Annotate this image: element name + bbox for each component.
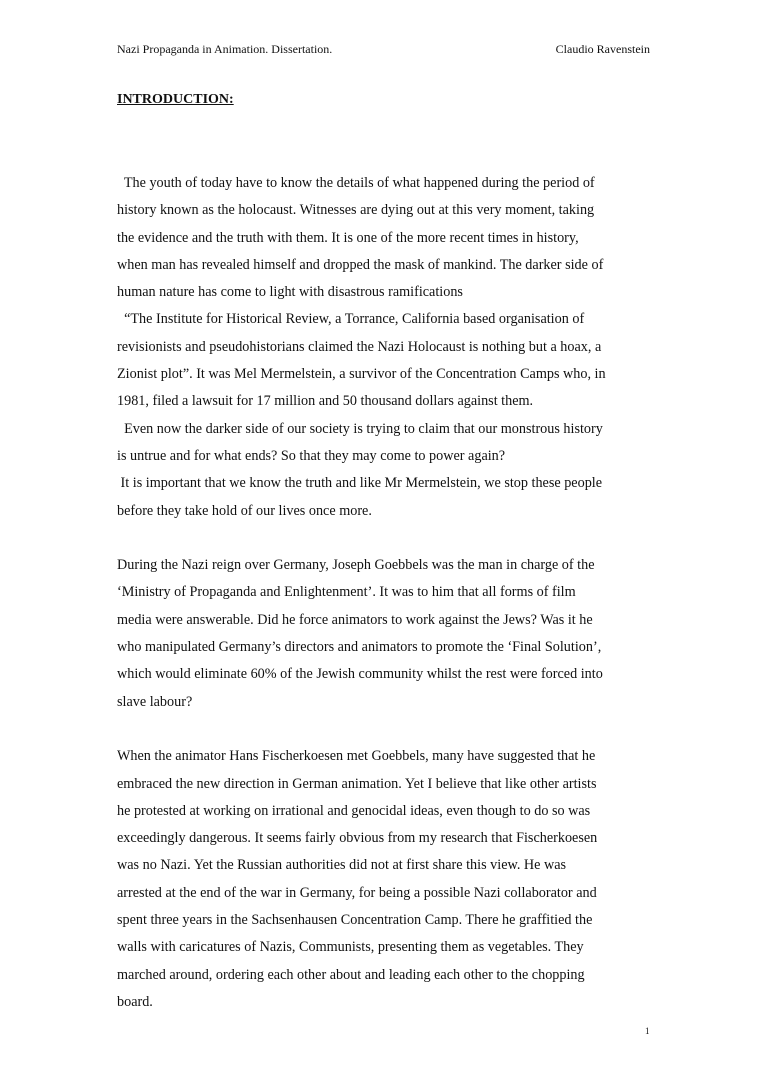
paragraph [117,552,657,716]
text-line: exceedingly dangerous. It seems fairly obvious from my research that Fischerkoesen [117,830,598,847]
text-line: was no Nazi. Yet the Russian authorities did not at first share this view. He was [117,857,567,874]
text-line: embraced the new direction in German animation. Yet I believe that like other artists [117,775,597,792]
text-line: who manipulated Germany’s directors and animators to promote the ‘Final Solution’, [117,639,602,656]
paragraph [117,470,657,525]
page-header [117,42,650,60]
text-line: history known as the holocaust. Witnesses are dying out at this very moment, taking [117,202,595,219]
paragraph [117,170,657,306]
text-line: During the Nazi reign over Germany, Joseph Goebbels was the man in charge of the [117,557,595,574]
paragraph [117,743,657,1016]
text-line: slave labour? [117,693,193,710]
text-line: the evidence and the truth with them. It is one of the more recent times in history, [117,229,579,246]
text-line: It is important that we know the truth and like Mr Mermelstein, we stop these people [117,475,603,492]
text-line: arrested at the end of the war in Germany, for being a possible Nazi collaborator and [117,884,597,901]
text-line: marched around, ordering each other about and leading each other to the chopping [117,966,585,983]
text-line: he protested at working on irrational and genocidal ideas, even though to do so was [117,802,591,819]
text-line: Even now the darker side of our society is trying to claim that our monstrous history [117,420,603,437]
text-line: revisionists and pseudohistorians claimed the Nazi Holocaust is nothing but a hoax, a [117,338,602,355]
text-line: 1981, filed a lawsuit for 17 million and 50 thousand dollars against them. [117,393,534,410]
text-line: ‘Ministry of Propaganda and Enlightenment’. It was to him that all forms of film [117,584,576,601]
text-line: board. [117,993,153,1010]
section-heading: INTRODUCTION: [117,92,234,107]
text-line: “The Institute for Historical Review, a Torrance, California based organisation of [117,311,585,328]
text-line: is untrue and for what ends? So that they may come to power again? [117,447,506,464]
text-line: The youth of today have to know the details of what happened during the period of [117,175,595,191]
paragraph [117,306,657,415]
paragraph-spacer [117,716,657,743]
paragraph [117,416,657,471]
text-line: walls with caricatures of Nazis, Communists, presenting them as vegetables. They [117,939,584,956]
text-line: when man has revealed himself and dropped the mask of mankind. The darker side of [117,256,604,273]
header-author: Claudio Ravenstein [555,42,650,56]
text-line: before they take hold of our lives once more. [117,502,372,519]
text-line: human nature has come to light with disastrous ramifications [117,284,463,301]
paragraph-spacer [117,525,657,552]
text-line: media were answerable. Did he force animators to work against the Jews? Was it he [117,611,593,628]
header-document-title: Nazi Propaganda in Animation. Dissertation. [117,42,333,56]
text-line: spent three years in the Sachsenhausen Concentration Camp. There he graffitied the [117,912,593,929]
page-number: 1 [645,1026,650,1036]
text-line: Zionist plot”. It was Mel Mermelstein, a survivor of the Concentration Camps who, in [117,366,606,383]
text-line: which would eliminate 60% of the Jewish community whilst the rest were forced into [117,666,603,683]
body-text [117,170,657,1016]
text-line: When the animator Hans Fischerkoesen met Goebbels, many have suggested that he [117,748,596,765]
